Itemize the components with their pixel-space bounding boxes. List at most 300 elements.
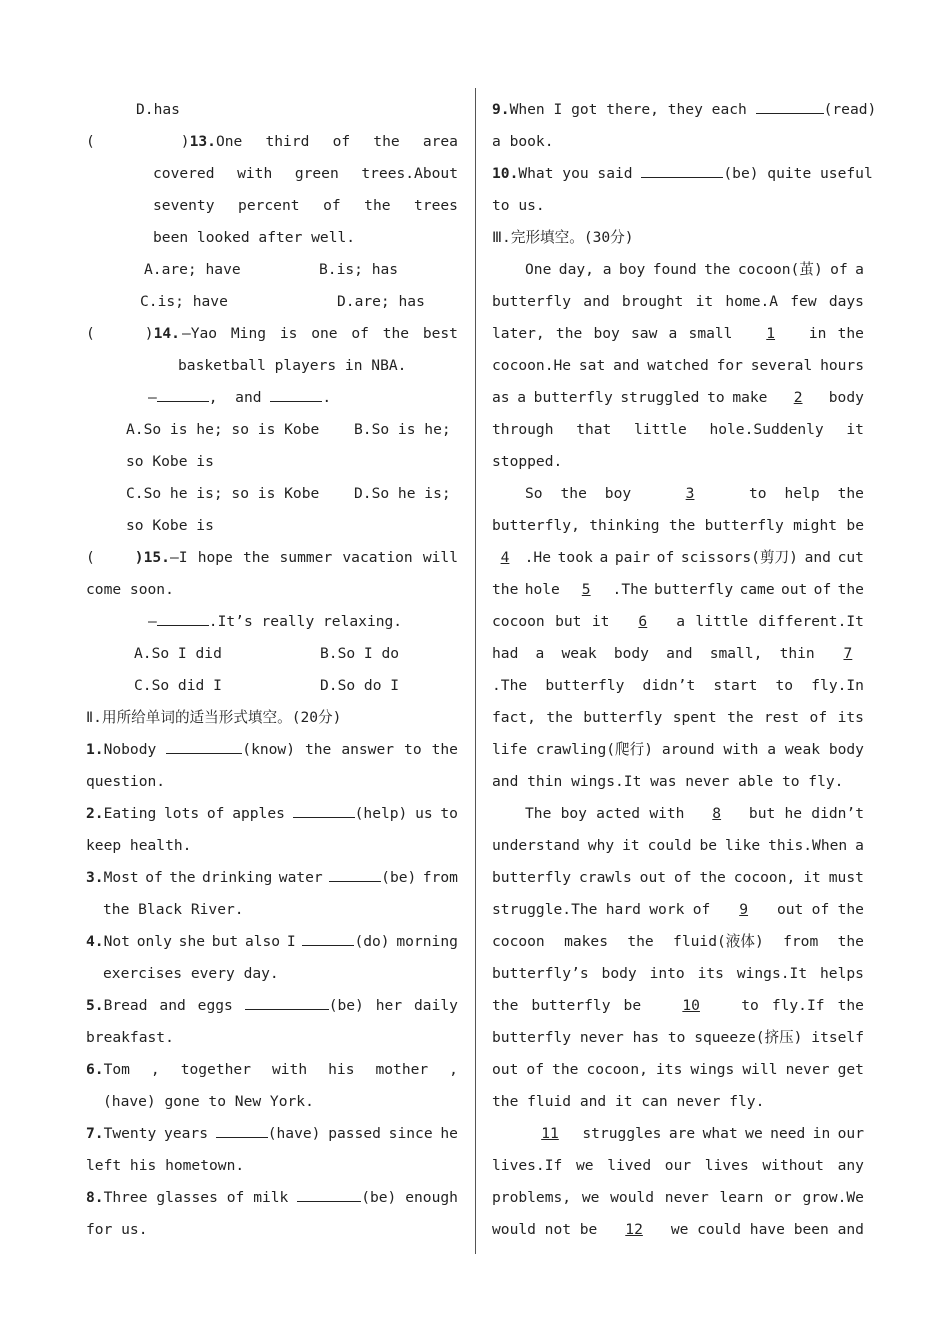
word: daily [414,997,458,1014]
fill-item-5-cont: breakfast. [86,1029,174,1046]
word: trees.About [361,165,458,182]
column-divider [475,88,476,1254]
word: the [552,1061,579,1078]
passage-line [492,1182,864,1214]
cloze-blank-12: 12 [625,1221,643,1238]
word: came [739,581,775,598]
passage-line [492,862,864,894]
word: the [560,485,587,502]
word: grow.We [802,1189,864,1206]
text: When I got there, they each [509,101,756,118]
q15-options-cd [86,670,458,702]
item-number: 7. [86,1125,104,1142]
cloze-blank-3: 3 [685,485,695,502]
word: .He [524,549,551,566]
word: work [649,901,685,918]
word: learn [719,1189,764,1206]
word: for [716,357,743,374]
word: also [244,933,281,950]
passage-line [492,1118,864,1150]
word: are [668,1125,696,1142]
word: her [375,997,403,1014]
word: around [661,741,715,758]
word: we [670,1221,689,1238]
word: fluid(液体) [673,933,764,950]
word-group: (have) [216,1118,321,1150]
answer-blank[interactable] [293,799,355,818]
word: be [699,837,718,854]
word: butterfly [531,997,611,1014]
word: .The [492,677,528,694]
word: the [546,709,573,726]
answer-blank[interactable] [329,863,381,882]
word: to [404,741,422,758]
word: a [535,645,545,662]
word: squeeze(挤压) [694,1029,803,1046]
fill-stem [104,734,458,766]
text: .It’s really relaxing. [208,613,403,630]
word: trees [414,197,458,214]
word: the [727,709,754,726]
word: helps [820,965,864,982]
word: wings.It [736,965,808,982]
word: we [575,1157,594,1174]
word: of [811,901,830,918]
dash: — [148,389,157,406]
word: of [351,325,369,342]
word: need [770,1125,806,1142]
word: together [180,1061,251,1078]
word: it [803,869,821,886]
word: itself [811,1029,864,1046]
question-number-13: 13. [189,133,216,150]
dash: — [148,613,157,630]
word: Most [103,869,139,886]
q13-line1 [86,126,458,158]
word: of [332,133,351,150]
word: with [271,1061,308,1078]
word: without [762,1157,824,1174]
option-d-cont: so Kobe is [126,517,214,534]
word: weak [784,741,821,758]
word: and [583,293,610,310]
option-c: C.So he is; so is Kobe [126,485,320,502]
q14-line1 [86,318,458,350]
word: could [647,837,692,854]
word: the [364,197,391,214]
cloze-blank-9: 9 [739,901,749,918]
word: summer [279,549,333,566]
word: Ming [230,325,267,342]
word: and [613,357,640,374]
passage-line [492,702,864,734]
word: enough [405,1189,458,1206]
word: of [830,261,848,278]
word: in [812,1125,831,1142]
word: vacation [342,549,413,566]
word: from [422,869,458,886]
passage-line [492,830,864,862]
fill-item-8 [86,1182,458,1214]
passage-line [492,798,864,830]
answer-blank[interactable] [166,735,242,754]
word: spent [672,709,717,726]
q15-options-ab [86,638,458,670]
word: would [492,1221,536,1238]
text: (be) quite useful [723,165,873,182]
q13-options-ab [86,254,458,286]
text: . [322,389,332,406]
word: into [649,965,685,982]
word-group: (know) [166,734,295,766]
passage-line [492,542,864,574]
word: took [557,549,593,566]
passage-line [492,382,864,414]
word: the [704,261,731,278]
word: have [749,1221,785,1238]
option-c: C.is; have [140,293,228,310]
q15-line3 [86,606,458,638]
fill-stem [104,1054,458,1086]
fill-item-2-cont: keep health. [86,837,192,854]
q13-options-cd [86,286,458,318]
q14-stem [182,318,458,350]
fill-item-9-cont: a book. [492,133,554,150]
word: , [150,1061,160,1078]
word: fact, [492,709,536,726]
word: little [695,613,749,630]
word: been [793,1221,829,1238]
word: to [748,485,767,502]
word: weak [561,645,597,662]
passage-line [492,606,864,638]
word: pair [614,549,651,566]
item-number: 2. [86,805,104,822]
passage-line [492,1150,864,1182]
word-group: (be) [245,990,364,1022]
word: lives.If [492,1157,563,1174]
word: body [613,645,649,662]
word: butterfly, [492,517,580,534]
word: .The [612,581,648,598]
word: boy [604,485,632,502]
word: of [656,549,675,566]
word: seventy [153,197,215,214]
q13-stem [216,126,458,158]
item-number: 5. [86,997,104,1014]
text: (read) [823,101,877,118]
word: home.A [725,293,779,310]
word: of [145,869,163,886]
answer-blank[interactable] [216,1119,268,1138]
passage-line [492,894,864,926]
word-group: (be) [297,1182,396,1214]
word: the [492,997,519,1014]
word: butterfly [545,677,625,694]
passage-line [492,958,864,990]
word: best [422,325,458,342]
word: to [440,805,458,822]
word: One [525,261,552,278]
word: us [415,805,433,822]
word: problems, [492,1189,572,1206]
word: our [664,1157,692,1174]
word: the [431,741,458,758]
word: the [169,869,196,886]
word: had [492,645,519,662]
word: with [649,805,685,822]
word: boy [593,325,620,342]
fill-item-9 [492,94,877,126]
word: butterfly [492,869,572,886]
word: the [699,869,726,886]
word: to [741,997,759,1014]
fill-stem [104,926,458,958]
word: get [837,1061,864,1078]
word: we [745,1125,763,1142]
fill-item-3-cont: the Black River. [103,901,244,918]
word: and [159,997,186,1014]
word: passed [328,1125,381,1142]
word-group: (be) [329,862,416,894]
word: wings [690,1061,735,1078]
word: has [632,1029,659,1046]
word: the [837,325,864,342]
fill-item-3 [86,862,458,894]
word: the [492,581,519,598]
word: but [211,933,239,950]
word: years [164,1125,208,1142]
passage-line [492,638,864,670]
passage-line: the fluid and it can never fly. [492,1093,765,1110]
word: never [785,1061,830,1078]
word: be [846,517,864,534]
word: butterfly [492,293,572,310]
fill-stem [104,1118,458,1150]
word: out [776,901,804,918]
word: Tom [103,1061,130,1078]
word: the [555,325,583,342]
word: struggles [582,1125,662,1142]
item-number: 4. [86,933,104,950]
item-number: 3. [86,869,104,886]
fill-stem [104,862,458,894]
option-a: A.So is he; so is Kobe [126,421,320,438]
word: makes [564,933,608,950]
word: or [774,1189,792,1206]
word: be [623,997,642,1014]
word: found [652,261,697,278]
q13-line2 [86,158,458,190]
word: only [136,933,172,950]
word: boy [618,261,646,278]
word: will [422,549,458,566]
word: any [837,1157,864,1174]
word: be [579,1221,598,1238]
word: cocoon, [586,1061,648,1078]
word: it [591,613,610,630]
word: The [525,805,552,822]
word: milk [253,1189,289,1206]
word: third [265,133,310,150]
cloze-blank-10: 10 [682,997,700,1014]
answer-blank[interactable] [756,95,824,114]
word: to [775,677,794,694]
word: thin [779,645,815,662]
fill-item-2 [86,798,458,830]
word: a [855,837,864,854]
cloze-blank-1: 1 [766,325,776,342]
word: glasses [156,1189,218,1206]
word: not [544,1221,572,1238]
answer-blank[interactable] [297,1183,361,1202]
paren-open: ( [86,133,95,150]
word: hard [605,901,641,918]
q13-line4: been looked after well. [153,229,356,246]
word: hole.Suddenly [709,421,824,438]
word: through [492,421,554,438]
passage-line [492,926,864,958]
word: the [627,933,654,950]
text: What you said [518,165,642,182]
word: of [226,1189,245,1206]
answer-blank-2[interactable] [270,383,322,402]
word: but [748,805,776,822]
option-c: C.So did I [134,677,222,694]
word: saw [631,325,658,342]
word: lived [607,1157,652,1174]
fill-item-4 [86,926,458,958]
word: rest [763,709,800,726]
word: cocoon [492,933,545,950]
word: thinking [589,517,660,534]
word: a [668,325,678,342]
section-3-title: Ⅲ.完形填空。(30分) [492,229,634,246]
word: what [702,1125,738,1142]
word: its [837,709,864,726]
option-a: A.So I did [134,645,222,662]
word: she [178,933,206,950]
cloze-blank-8: 8 [712,805,722,822]
fill-item-10 [492,158,873,190]
word: hope [197,549,233,566]
word-group: (help) [293,798,408,830]
word: out [780,581,808,598]
word: didn’t [642,677,696,694]
word: his [328,1061,355,1078]
item-number: 10. [492,165,519,182]
answer-blank[interactable] [302,927,354,946]
paren-close: ) [144,325,154,342]
word: since [388,1125,433,1142]
word: never [664,1189,709,1206]
word: day, a [558,261,612,278]
word: brought [621,293,684,310]
word: acted [596,805,641,822]
word: the [837,485,864,502]
word: the [837,933,864,950]
word: few [790,293,817,310]
q15-line2: come soon. [86,581,174,598]
fill-item-6 [86,1054,458,1086]
fill-item-10-cont: to us. [492,197,545,214]
answer-blank[interactable] [245,991,329,1010]
fill-item-5 [86,990,458,1022]
word: a [767,741,777,758]
word: several [750,357,813,374]
fill-item-1 [86,734,458,766]
right-column [492,94,877,1246]
word: we [581,1189,600,1206]
word: from [783,933,819,950]
passage-line [492,1214,864,1246]
question-number-15: )15. [134,549,170,566]
word: cocoon, [733,869,796,886]
option-b: B.So I do [320,645,400,662]
word: a [517,389,527,406]
word: boy [560,805,587,822]
word: small, [709,645,763,662]
word: it [622,837,640,854]
passage-line [492,670,864,702]
cloze-blank-4: 4 [500,549,510,566]
word: never [579,1029,624,1046]
word: One [215,133,243,150]
passage-line [492,990,864,1022]
word: it [846,421,864,438]
answer-blank-1[interactable] [157,383,209,402]
word: the [837,901,864,918]
word: the [304,741,332,758]
answer-blank[interactable] [157,607,209,626]
word: a [676,613,686,630]
passage-line [492,1054,864,1086]
passage-line [492,414,864,446]
q13-line3 [86,190,458,222]
option-a: A.are; have [144,261,241,278]
word: cocoon [492,613,545,630]
word: to [667,1029,686,1046]
word: in [808,325,827,342]
word: of [673,869,692,886]
word: scissors(剪刀) [680,549,798,566]
fill-item-8-cont: for us. [86,1221,148,1238]
word: its [697,965,724,982]
word: and [837,1221,864,1238]
word: crawling(爬行) [535,741,654,758]
word: he [440,1125,458,1142]
fill-item-7 [86,1118,458,1150]
word: Three [103,1189,148,1206]
word: butterfly [654,581,734,598]
word: butterfly’s [492,965,589,982]
word: fly.If [771,997,825,1014]
word: butterfly [704,517,784,534]
word: cocoon.He [492,357,572,374]
word: the [243,549,270,566]
word: struggled [620,389,700,406]
answer-blank[interactable] [641,159,723,178]
item-number: 8. [86,1189,104,1206]
word: So [525,485,543,502]
word: make [732,389,768,406]
word: body [828,389,864,406]
word: out [639,869,667,886]
option-b: B.So is he; [354,421,451,438]
word-group: (do) [302,926,389,958]
word: I [286,933,296,950]
word: fly.In [811,677,864,694]
